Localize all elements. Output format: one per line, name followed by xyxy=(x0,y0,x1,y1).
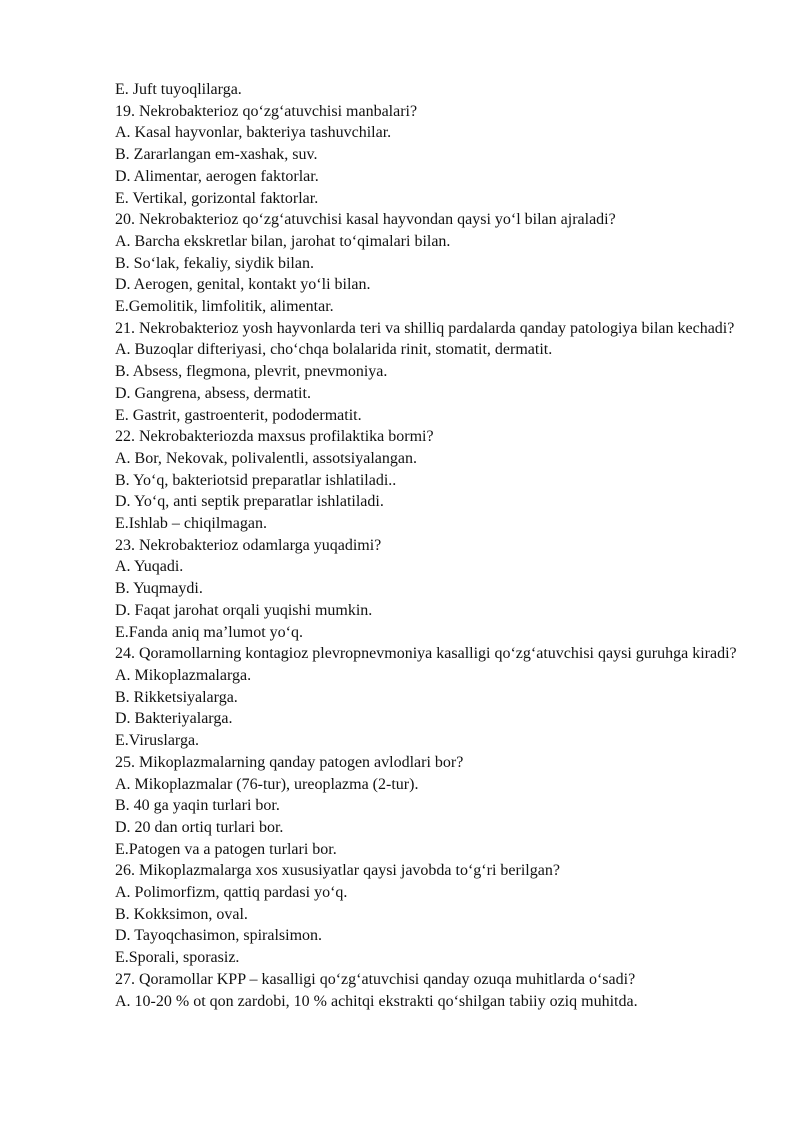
answer-option: A. Yuqadi. xyxy=(115,558,184,576)
question-text: 24. Qoramollarning kontagioz plevropnevmoniya kasalligi qo‘zg‘atuvchisi qaysi guruhga kiradi? xyxy=(115,645,737,663)
answer-option: D. 20 dan ortiq turlari bor. xyxy=(115,818,284,836)
question-text: 25. Mikoplazmalarning qanday patogen avlodlari bor? xyxy=(115,753,464,771)
answer-option: A. Mikoplazmalarga. xyxy=(115,666,252,684)
answer-option: E.Viruslarga. xyxy=(115,732,200,750)
answer-option: B. Kokksimon, oval. xyxy=(115,905,248,923)
document-page xyxy=(115,79,742,1012)
question-text: 27. Qoramollar KPP – kasalligi qo‘zg‘atuvchisi qanday ozuqa muhitlarda o‘sadi? xyxy=(115,970,636,988)
answer-option: D. Gangrena, absess, dermatit. xyxy=(115,384,311,402)
question-text: 20. Nekrobakterioz qo‘zg‘atuvchisi kasal hayvondan qaysi yo‘l bilan ajraladi? xyxy=(115,211,616,229)
answer-option: A. 10-20 % ot qon zardobi, 10 % achitqi ekstrakti qo‘shilgan tabiiy oziq muhitda. xyxy=(115,992,638,1010)
answer-option: E. Gastrit, gastroenterit, pododermatit. xyxy=(115,406,362,424)
question-text: 21. Nekrobakterioz yosh hayvonlarda teri va shilliq pardalarda qanday patologiya bilan kechadi? xyxy=(115,319,735,337)
question-text: 22. Nekrobakteriozda maxsus profilaktika bormi? xyxy=(115,428,434,446)
answer-option: B. Yo‘q, bakteriotsid preparatlar ishlatiladi.. xyxy=(115,471,397,489)
answer-option: D. Bakteriyalarga. xyxy=(115,710,233,728)
answer-option: A. Mikoplazmalar (76-tur), ureoplazma (2-tur). xyxy=(115,775,419,793)
answer-option: E. Vertikal, gorizontal faktorlar. xyxy=(115,189,319,207)
answer-option: A. Buzoqlar difteriyasi, cho‘chqa bolalarida rinit, stomatit, dermatit. xyxy=(115,341,553,359)
answer-option: D. Aerogen, genital, kontakt yo‘li bilan. xyxy=(115,276,371,294)
answer-option: D. Yo‘q, anti septik preparatlar ishlatiladi. xyxy=(115,493,384,511)
answer-option: D. Alimentar, aerogen faktorlar. xyxy=(115,167,319,185)
question-text: 23. Nekrobakterioz odamlarga yuqadimi? xyxy=(115,536,382,554)
question-text: 26. Mikoplazmalarga xos xususiyatlar qaysi javobda to‘g‘ri berilgan? xyxy=(115,862,560,880)
answer-option: A. Barcha ekskretlar bilan, jarohat to‘qimalari bilan. xyxy=(115,232,451,250)
answer-option: B. Zararlangan em-xashak, suv. xyxy=(115,146,318,164)
answer-option: B. So‘lak, fekaliy, siydik bilan. xyxy=(115,254,314,272)
answer-option: B. Absess, flegmona, plevrit, pnevmoniya. xyxy=(115,363,388,381)
answer-option: E.Fanda aniq ma’lumot yo‘q. xyxy=(115,623,303,641)
answer-option: A. Kasal hayvonlar, bakteriya tashuvchilar. xyxy=(115,124,392,142)
answer-option: A. Polimorfizm, qattiq pardasi yo‘q. xyxy=(115,884,348,902)
answer-option: B. 40 ga yaqin turlari bor. xyxy=(115,797,280,815)
answer-option: D. Faqat jarohat orqali yuqishi mumkin. xyxy=(115,601,373,619)
answer-option: B. Rikketsiyalarga. xyxy=(115,688,238,706)
answer-option: A. Bor, Nekovak, polivalentli, assotsiyalangan. xyxy=(115,449,417,467)
answer-option: B. Yuqmaydi. xyxy=(115,580,203,598)
question-text: 19. Nekrobakterioz qo‘zg‘atuvchisi manbalari? xyxy=(115,102,418,120)
answer-option: E. Juft tuyoqlilarga. xyxy=(115,81,242,98)
answer-option: E.Ishlab – chiqilmagan. xyxy=(115,515,267,533)
answer-option: E.Gemolitik, limfolitik, alimentar. xyxy=(115,298,334,316)
answer-option: E.Patogen va a patogen turlari bor. xyxy=(115,840,337,858)
answer-option: D. Tayoqchasimon, spiralsimon. xyxy=(115,927,323,945)
answer-option: E.Sporali, sporasiz. xyxy=(115,949,240,967)
